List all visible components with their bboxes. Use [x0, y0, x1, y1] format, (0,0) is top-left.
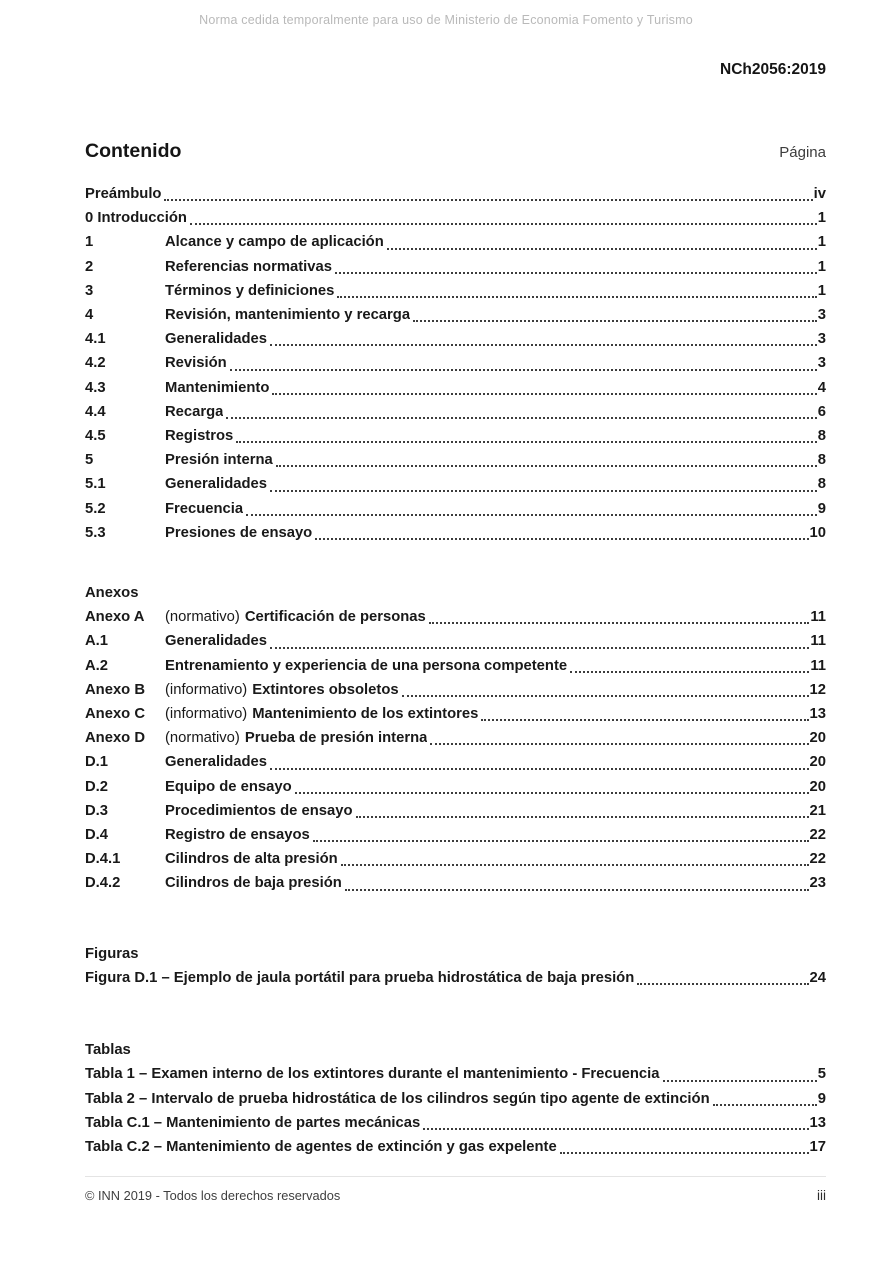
- toc-entry-number: A.1: [85, 633, 109, 650]
- toc-entry-label: Mantenimiento: [165, 379, 270, 396]
- toc-entry-page: 9: [817, 1090, 826, 1107]
- toc-entry-title: [85, 1135, 557, 1159]
- toc-entry-label: Términos y definiciones: [165, 282, 335, 299]
- toc-entry: [85, 678, 826, 702]
- toc-entry-page: 11: [810, 609, 826, 626]
- toc-entry-label: Entrenamiento y experiencia de una persona competente: [165, 657, 568, 674]
- toc-entry-page: 1: [817, 234, 826, 251]
- toc-entry-page: 20: [809, 778, 826, 795]
- toc-entry: [85, 750, 826, 774]
- toc-entry-number: A.2: [85, 657, 109, 674]
- dot-leader: [430, 743, 808, 745]
- toc-entry-page: 21: [809, 802, 826, 819]
- toc-entry-label: Recarga: [165, 403, 224, 420]
- dot-leader: [313, 840, 809, 842]
- toc-entry: [85, 206, 826, 230]
- toc-entry: [85, 521, 826, 545]
- toc-sections: [85, 182, 826, 1159]
- toc-entry-number: Anexo C: [85, 706, 146, 723]
- toc-entry-number: 3: [85, 282, 94, 299]
- toc-entry-title: [85, 1062, 660, 1086]
- toc-entry-title: [165, 255, 332, 279]
- toc-entry-label: Generalidades: [165, 476, 267, 493]
- toc-entry-number: 2: [85, 258, 94, 275]
- toc-entry-page: 12: [809, 681, 826, 698]
- toc-entry-label: Figura D.1 – Ejemplo de jaula portátil para prueba hidrostática de baja presión: [85, 969, 635, 986]
- toc-entry-title: [165, 448, 273, 472]
- toc-section: [85, 1038, 826, 1159]
- toc-entry-page: 13: [809, 1114, 826, 1131]
- toc-entry-title: [85, 182, 161, 206]
- toc-entry-label: Alcance y campo de aplicación: [165, 234, 384, 251]
- contents-title: Contenido: [85, 140, 182, 162]
- toc-entry-label: Revisión: [165, 355, 227, 372]
- toc-entry-number: Anexo B: [85, 681, 146, 698]
- toc-entry-title: [85, 966, 634, 990]
- toc-entry-label: Certificación de personas: [244, 609, 426, 626]
- toc-entry-label: Tabla C.2 – Mantenimiento de agentes de extinción y gas expelente: [85, 1138, 557, 1155]
- toc-entry-page: 4: [817, 379, 826, 396]
- toc-entry-title: [165, 702, 478, 726]
- toc-entry-title: [165, 497, 243, 521]
- toc-entry: [85, 799, 826, 823]
- toc-entry-number: D.4.1: [85, 851, 121, 868]
- toc-entry: [85, 255, 826, 279]
- distribution-watermark: Norma cedida temporalmente para uso de Ministerio de Economia Fomento y Turismo: [199, 13, 693, 27]
- toc-entry: [85, 351, 826, 375]
- toc-entry-label: Generalidades: [165, 331, 267, 348]
- toc-entry-title: [165, 400, 223, 424]
- toc-entry-number: 5.2: [85, 500, 106, 517]
- dot-leader: [423, 1128, 808, 1130]
- toc-entry-label: Cilindros de alta presión: [165, 851, 338, 868]
- toc-entry-title: [85, 1111, 420, 1135]
- toc-entry-title: [165, 351, 227, 375]
- page-number-roman: iii: [817, 1188, 826, 1203]
- toc-entry-page: iv: [813, 186, 826, 202]
- dot-leader: [270, 647, 809, 649]
- toc-entry-number: Anexo A: [85, 609, 145, 626]
- toc-entry-label: Presiones de ensayo: [165, 524, 313, 541]
- toc-entry-number: 1: [85, 234, 94, 251]
- dot-leader: [341, 864, 809, 866]
- toc-entry-number: D.4: [85, 827, 109, 844]
- toc-entry-label: Registro de ensayos: [165, 827, 310, 844]
- toc-entry-label: Equipo de ensayo: [165, 778, 292, 795]
- dot-leader: [295, 792, 809, 794]
- toc-entry-page: 20: [809, 730, 826, 747]
- toc-section: [85, 942, 826, 990]
- dot-leader: [570, 671, 809, 673]
- toc-entry-number: 4.1: [85, 331, 106, 348]
- toc-section-heading: Figuras: [85, 945, 139, 962]
- toc-section: [85, 581, 826, 896]
- toc-entry-label: Generalidades: [165, 754, 267, 771]
- toc-entry: [85, 400, 826, 424]
- toc-entry: [85, 726, 826, 750]
- toc-entry-title: [165, 823, 310, 847]
- toc-entry-title: [165, 629, 267, 653]
- dot-leader: [226, 417, 816, 419]
- toc-entry: [85, 629, 826, 653]
- toc-entry-number: D.1: [85, 754, 109, 771]
- toc-entry: [85, 327, 826, 351]
- toc-entry-label: Presión interna: [165, 452, 273, 469]
- toc-entry-number: 4.3: [85, 379, 106, 396]
- dot-leader: [270, 490, 817, 492]
- toc-entry-kind: (informativo): [165, 681, 248, 698]
- toc-entry-number: D.2: [85, 778, 109, 795]
- dot-leader: [270, 344, 817, 346]
- toc-entry-label: Tabla 2 – Intervalo de prueba hidrostática de los cilindros según tipo agente de extinción: [85, 1090, 710, 1107]
- toc-entry-number: D.3: [85, 802, 109, 819]
- toc-entry: [85, 303, 826, 327]
- page-column-label: Página: [779, 144, 826, 161]
- toc-entry: [85, 424, 826, 448]
- toc-entry-title: [165, 424, 233, 448]
- dot-leader: [164, 199, 812, 201]
- toc-entry-label: Tabla 1 – Examen interno de los extintores durante el mantenimiento - Frecuencia: [85, 1066, 660, 1083]
- toc-entry-title: [165, 605, 426, 629]
- dot-leader: [337, 296, 816, 298]
- toc-entry: [85, 775, 826, 799]
- toc-entry-title: [165, 871, 342, 895]
- toc-entry-number: 5.1: [85, 476, 106, 493]
- toc-section-heading: Tablas: [85, 1042, 131, 1059]
- toc-entry: [85, 1135, 826, 1159]
- toc-entry-page: 3: [817, 355, 826, 372]
- toc-entry-label: Registros: [165, 428, 234, 445]
- toc-entry-page: 24: [809, 969, 826, 986]
- dot-leader: [270, 768, 809, 770]
- toc-entry-number: 4.2: [85, 355, 106, 372]
- toc-entry: [85, 1062, 826, 1086]
- dot-leader: [402, 695, 809, 697]
- dot-leader: [236, 441, 817, 443]
- toc-entry: [85, 823, 826, 847]
- toc-entry-title: [165, 750, 267, 774]
- toc-entry-title: [165, 847, 338, 871]
- toc-entry: [85, 376, 826, 400]
- toc-entry: [85, 472, 826, 496]
- toc-entry: [85, 1087, 826, 1111]
- toc-entry-title: [165, 327, 267, 351]
- toc-entry: [85, 497, 826, 521]
- toc-entry: [85, 654, 826, 678]
- toc-entry-page: 8: [817, 428, 826, 445]
- toc-entry-page: 1: [817, 210, 826, 227]
- toc-entry-title: [165, 230, 384, 254]
- toc-entry-page: 20: [809, 754, 826, 771]
- dot-leader: [272, 393, 816, 395]
- toc-section-heading: Anexos: [85, 585, 139, 602]
- toc-entry-page: 17: [809, 1138, 826, 1155]
- toc-entry-label: Procedimientos de ensayo: [165, 802, 353, 819]
- toc-entry-label: Frecuencia: [165, 500, 244, 517]
- toc-entry-page: 11: [810, 633, 826, 650]
- toc-entry-number: 4.4: [85, 403, 106, 420]
- toc-entry-label: Tabla C.1 – Mantenimiento de partes mecánicas: [85, 1114, 421, 1131]
- toc-entry-title: [165, 472, 267, 496]
- dot-leader: [345, 889, 809, 891]
- toc-entry-label: Extintores obsoletos: [252, 681, 399, 698]
- page-footer: [85, 1176, 826, 1203]
- toc-entry-page: 9: [817, 500, 826, 517]
- toc-entry-label: Prueba de presión interna: [244, 730, 428, 747]
- dot-leader: [246, 514, 817, 516]
- dot-leader: [335, 272, 817, 274]
- toc-entry-number: 5: [85, 452, 94, 469]
- contents-header: [85, 140, 826, 163]
- toc-entry-title: [165, 654, 567, 678]
- toc-entry: [85, 182, 826, 206]
- dot-leader: [481, 719, 808, 721]
- dot-leader: [190, 223, 817, 225]
- toc-entry-label: Revisión, mantenimiento y recarga: [165, 307, 411, 324]
- toc-entry-number: D.4.2: [85, 875, 121, 892]
- toc-entry: [85, 702, 826, 726]
- toc-entry-page: 22: [809, 851, 826, 868]
- toc-entry: [85, 605, 826, 629]
- copyright-text: © INN 2019 - Todos los derechos reservados: [85, 1188, 341, 1203]
- toc-entry-label: Referencias normativas: [165, 258, 332, 275]
- toc-entry-title: [85, 206, 187, 230]
- dot-leader: [429, 622, 810, 624]
- toc-entry-page: 13: [809, 706, 826, 723]
- dot-leader: [315, 538, 808, 540]
- toc-entry: [85, 279, 826, 303]
- toc-entry-page: 22: [809, 827, 826, 844]
- toc-entry-label: Generalidades: [165, 633, 267, 650]
- toc-entry-page: 3: [817, 331, 826, 348]
- toc-entry-number: 4: [85, 307, 94, 324]
- toc-entry-page: 5: [817, 1066, 826, 1083]
- dot-leader: [663, 1080, 817, 1082]
- toc-entry-page: 23: [809, 875, 826, 892]
- dot-leader: [230, 369, 817, 371]
- dot-leader: [276, 465, 817, 467]
- dot-leader: [413, 320, 817, 322]
- toc-entry: [85, 966, 826, 990]
- dot-leader: [356, 816, 809, 818]
- toc-entry-title: [165, 303, 410, 327]
- toc-entry-label: Cilindros de baja presión: [165, 875, 342, 892]
- contents-page: [85, 140, 826, 1159]
- toc-entry: [85, 448, 826, 472]
- dot-leader: [560, 1152, 809, 1154]
- toc-entry-title: [165, 376, 269, 400]
- toc-entry-title: [165, 799, 353, 823]
- toc-entry: [85, 230, 826, 254]
- toc-entry-page: 10: [809, 524, 826, 541]
- toc-entry-title: [85, 1087, 710, 1111]
- toc-entry-title: [165, 726, 427, 750]
- toc-entry-page: 1: [817, 282, 826, 299]
- toc-entry-page: 1: [817, 258, 826, 275]
- toc-entry-label: Preámbulo: [85, 186, 162, 202]
- toc-entry-number: 5.3: [85, 524, 106, 541]
- toc-section: [85, 182, 826, 545]
- dot-leader: [637, 983, 808, 985]
- toc-entry-page: 3: [817, 307, 826, 324]
- toc-entry: [85, 871, 826, 895]
- toc-entry-title: [165, 279, 334, 303]
- toc-entry-title: [165, 521, 312, 545]
- toc-entry-page: 6: [817, 403, 826, 420]
- toc-entry-kind: (informativo): [165, 706, 248, 723]
- toc-entry-page: 8: [817, 476, 826, 493]
- toc-entry-kind: (normativo): [165, 730, 240, 747]
- toc-entry-title: [165, 775, 292, 799]
- dot-leader: [713, 1104, 817, 1106]
- toc-entry-kind: (normativo): [165, 609, 240, 626]
- dot-leader: [387, 248, 817, 250]
- toc-entry: [85, 847, 826, 871]
- toc-entry-number: Anexo D: [85, 730, 146, 747]
- standard-code: NCh2056:2019: [720, 61, 826, 78]
- toc-entry-number: 4.5: [85, 428, 106, 445]
- toc-entry-title: [165, 678, 399, 702]
- toc-entry: [85, 1111, 826, 1135]
- toc-entry-page: 11: [810, 657, 826, 674]
- toc-entry-label: 0 Introducción: [85, 210, 187, 227]
- toc-entry-label: Mantenimiento de los extintores: [252, 706, 479, 723]
- toc-entry-page: 8: [817, 452, 826, 469]
